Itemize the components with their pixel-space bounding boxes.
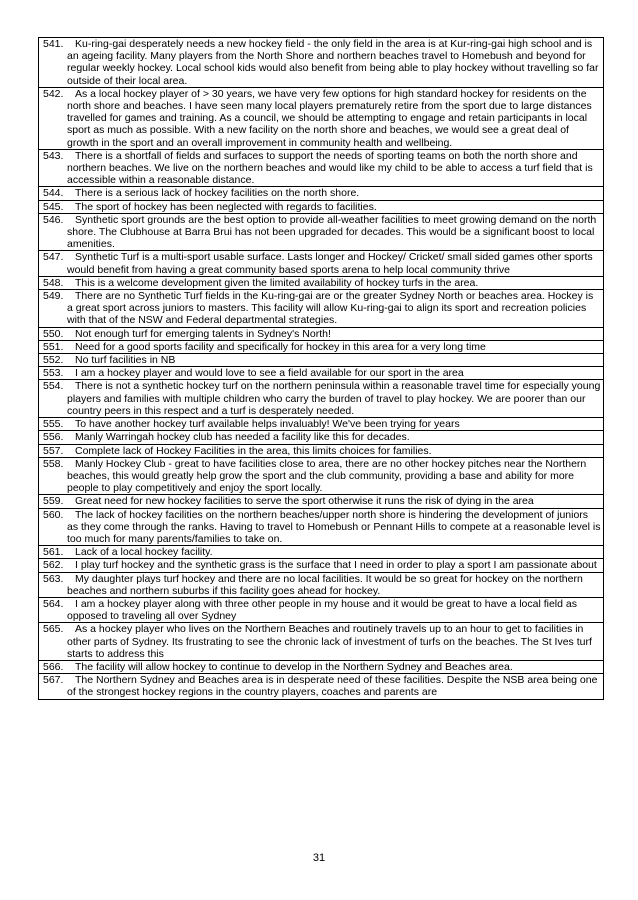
table-row	[39, 340, 604, 353]
comment-entry	[43, 201, 601, 213]
comment-cell	[39, 187, 604, 200]
comment-cell	[39, 418, 604, 431]
comment-entry	[43, 509, 601, 546]
comment-cell	[39, 290, 604, 328]
comment-cell	[39, 149, 604, 187]
table-row	[39, 38, 604, 88]
comment-number: 551.	[43, 340, 64, 353]
comments-table-body	[39, 38, 604, 700]
comment-cell	[39, 508, 604, 546]
comment-entry	[43, 445, 601, 457]
comment-cell	[39, 367, 604, 380]
comment-entry	[43, 38, 601, 87]
comment-text: I am a hockey player along with three other people in my house and it would be great to have a local field as opposed to traveling all over Sydney	[67, 597, 577, 623]
table-row	[39, 431, 604, 444]
comment-number: 557.	[43, 444, 64, 457]
comment-number: 554.	[43, 380, 64, 393]
comment-entry	[43, 431, 601, 443]
table-row	[39, 327, 604, 340]
comment-text: Complete lack of Hockey Facilities in the area, this limits choices for families.	[75, 444, 432, 457]
comment-cell	[39, 431, 604, 444]
comment-entry	[43, 380, 601, 417]
table-row	[39, 87, 604, 149]
comment-cell	[39, 674, 604, 699]
comment-number: 548.	[43, 276, 64, 289]
comment-text: The Northern Sydney and Beaches area is in desperate need of these facilities. Despite the NSB area being one of the strongest hockey regions in the country players, coaches and parents are	[67, 674, 598, 699]
comment-cell	[39, 444, 604, 457]
comment-number: 553.	[43, 367, 64, 380]
comment-entry	[43, 559, 601, 571]
table-row	[39, 251, 604, 276]
comment-number: 547.	[43, 251, 64, 264]
table-row	[39, 354, 604, 367]
table-row	[39, 213, 604, 251]
comment-text: Not enough turf for emerging talents in Sydney's North!	[75, 327, 331, 340]
comment-number: 555.	[43, 418, 64, 431]
comment-number: 566.	[43, 660, 64, 673]
comment-text: Synthetic sport grounds are the best option to provide all-weather facilities to meet growing demand on the north shore. The Clubhouse at Barra Brui has not been upgraded for decades. This would be a significant boost to local amenities.	[67, 213, 597, 251]
comment-text: There are no Synthetic Turf fields in the Ku-ring-gai are or the greater Sydney North or beaches area. Hockey is a great sport across juniors to masters. This facility will allow Ku-ring-gai to align its sport and recreation policies with that of the NSW and Federal departmental strategies.	[67, 290, 594, 327]
table-row	[39, 623, 604, 661]
comment-text: Ku-ring-gai desperately needs a new hockey field - the only field in the area is at Kur-ring-gai high school and is an ageing facility. Many players from the North Shore and northern beaches travel to Homebush and beyond for regular weekly hockey. Local school kids would also benefit from being able to play hockey without travelling so far outside of their local area.	[67, 38, 599, 87]
comment-text: No turf facilities in NB	[75, 354, 176, 367]
comment-entry	[43, 661, 601, 673]
comment-entry	[43, 495, 601, 507]
comment-number: 545.	[43, 200, 64, 213]
comment-number: 546.	[43, 213, 64, 226]
comment-cell	[39, 251, 604, 276]
comment-text: There is not a synthetic hockey turf on the northern peninsula within a reasonable travel time for especially young players and families with multiple children who carry the burden of travel to play hockey. We are poorer than our country peers in this respect and a turf is desperately needed.	[67, 380, 601, 417]
comment-entry	[43, 367, 601, 379]
comment-entry	[43, 354, 601, 366]
page-number: 31	[312, 852, 326, 864]
table-row	[39, 457, 604, 495]
comment-number: 544.	[43, 187, 64, 200]
comment-entry	[43, 458, 601, 495]
comment-text: There is a shortfall of fields and surfaces to support the needs of sporting teams on both the north shore and northern beaches. We live on the northern beaches and would like my child to be able to access a turf field that is accessible within a reasonable distance.	[67, 149, 593, 187]
comment-cell	[39, 200, 604, 213]
comment-number: 559.	[43, 495, 64, 508]
comment-text: The lack of hockey facilities on the northern beaches/upper north shore is hindering the development of juniors as they come through the ranks. Having to travel to Homebush or Pennant Hills to compete at a reasonable level is too much for many parents/families to take on.	[67, 508, 601, 545]
comment-text: This is a welcome development given the limited availability of hockey turfs in the area.	[75, 276, 479, 289]
comment-entry	[43, 341, 601, 353]
comment-cell	[39, 38, 604, 88]
table-row	[39, 380, 604, 418]
comment-text: Manly Warringah hockey club has needed a facility like this for decades.	[75, 431, 410, 444]
comment-entry	[43, 598, 601, 622]
comment-cell	[39, 327, 604, 340]
comment-number: 543.	[43, 149, 64, 162]
comment-text: As a local hockey player of > 30 years, we have very few options for high standard hockey for residents on the north shore and beaches. I have seen many local players prematurely retire from the sport due to large distances travelled for games and training. As a council, we should be attempting to engage and retain participants in local sport as much as possible. With a new facility on the north shore and beaches, we would see a great deal of growth in the sport and an overall improvement in community health and wellbeing.	[67, 87, 592, 149]
comment-number: 541.	[43, 38, 64, 50]
comment-number: 567.	[43, 674, 64, 687]
comment-number: 558.	[43, 457, 64, 470]
comment-entry	[43, 277, 601, 289]
comment-number: 542.	[43, 87, 64, 100]
comment-entry	[43, 418, 601, 430]
comment-cell	[39, 213, 604, 251]
comment-entry	[43, 88, 601, 149]
comment-number: 556.	[43, 431, 64, 444]
comment-cell	[39, 457, 604, 495]
comment-cell	[39, 572, 604, 597]
comment-number: 564.	[43, 597, 64, 610]
comment-cell	[39, 559, 604, 572]
comment-cell	[39, 597, 604, 622]
comment-entry	[43, 214, 601, 251]
comment-text: My daughter plays turf hockey and there are no local facilities. It would be so great for hockey on the northern beaches and northern suburbs if this facility goes ahead for hockey.	[67, 572, 583, 597]
comment-text: I play turf hockey and the synthetic grass is the surface that I need in order to play a sport I am passionate about	[75, 559, 597, 572]
comment-cell	[39, 340, 604, 353]
comment-number: 562.	[43, 559, 64, 572]
table-row	[39, 572, 604, 597]
comment-text: Manly Hockey Club - great to have facilities close to area, there are no other hockey pitches near the Northern beaches, this would greatly help grow the sport and the club community, providing a base and ability for more people to play competitively and enjoy the sport locally.	[67, 457, 587, 495]
comment-number: 565.	[43, 623, 64, 636]
comment-cell	[39, 660, 604, 673]
comment-text: Synthetic Turf is a multi-sport usable surface. Lasts longer and Hockey/ Cricket/ small sided games other sports would benefit from having a great community based sports arena to help local community thrive	[67, 251, 593, 276]
comment-text: To have another hockey turf available helps invaluably! We've been trying for years	[75, 418, 460, 431]
table-row	[39, 276, 604, 289]
comment-entry	[43, 674, 601, 698]
comment-number: 560.	[43, 508, 64, 521]
comment-text: The sport of hockey has been neglected with regards to facilities.	[75, 200, 377, 213]
table-row	[39, 508, 604, 546]
table-row	[39, 444, 604, 457]
comment-text: Need for a good sports facility and specifically for hockey in this area for a very long time	[75, 340, 486, 353]
table-row	[39, 559, 604, 572]
table-row	[39, 149, 604, 187]
table-row	[39, 495, 604, 508]
comments-page	[38, 37, 604, 700]
comment-entry	[43, 623, 601, 660]
comment-entry	[43, 187, 601, 199]
comment-number: 561.	[43, 546, 64, 559]
comment-text: Great need for new hockey facilities to serve the sport otherwise it runs the risk of dying in the area	[75, 495, 534, 508]
comment-cell	[39, 623, 604, 661]
comment-number: 549.	[43, 290, 64, 303]
table-row	[39, 418, 604, 431]
comment-number: 550.	[43, 327, 64, 340]
table-row	[39, 200, 604, 213]
table-row	[39, 674, 604, 699]
table-row	[39, 660, 604, 673]
comment-entry	[43, 546, 601, 558]
comment-entry	[43, 251, 601, 275]
comment-number: 563.	[43, 572, 64, 585]
comment-text: Lack of a local hockey facility.	[75, 546, 213, 559]
table-row	[39, 290, 604, 328]
table-row	[39, 187, 604, 200]
comment-cell	[39, 546, 604, 559]
comment-cell	[39, 380, 604, 418]
comment-cell	[39, 276, 604, 289]
comment-text: The facility will allow hockey to continue to develop in the Northern Sydney and Beaches area.	[75, 660, 513, 673]
table-row	[39, 546, 604, 559]
comment-entry	[43, 290, 601, 327]
comment-text: As a hockey player who lives on the Northern Beaches and routinely travels up to an hour to get to facilities in other parts of Sydney. Its frustrating to see the chronic lack of investment of turfs on the beaches. The St Ives turf starts to address this	[67, 623, 592, 660]
comment-entry	[43, 150, 601, 187]
comment-entry	[43, 328, 601, 340]
comment-number: 552.	[43, 354, 64, 367]
comment-text: There is a serious lack of hockey facilities on the north shore.	[75, 187, 360, 200]
comment-cell	[39, 87, 604, 149]
comments-table	[38, 37, 604, 700]
comment-text: I am a hockey player and would love to see a field available for our sport in the area	[75, 367, 464, 380]
table-row	[39, 597, 604, 622]
comment-cell	[39, 354, 604, 367]
table-row	[39, 367, 604, 380]
comment-cell	[39, 495, 604, 508]
comment-entry	[43, 573, 601, 597]
